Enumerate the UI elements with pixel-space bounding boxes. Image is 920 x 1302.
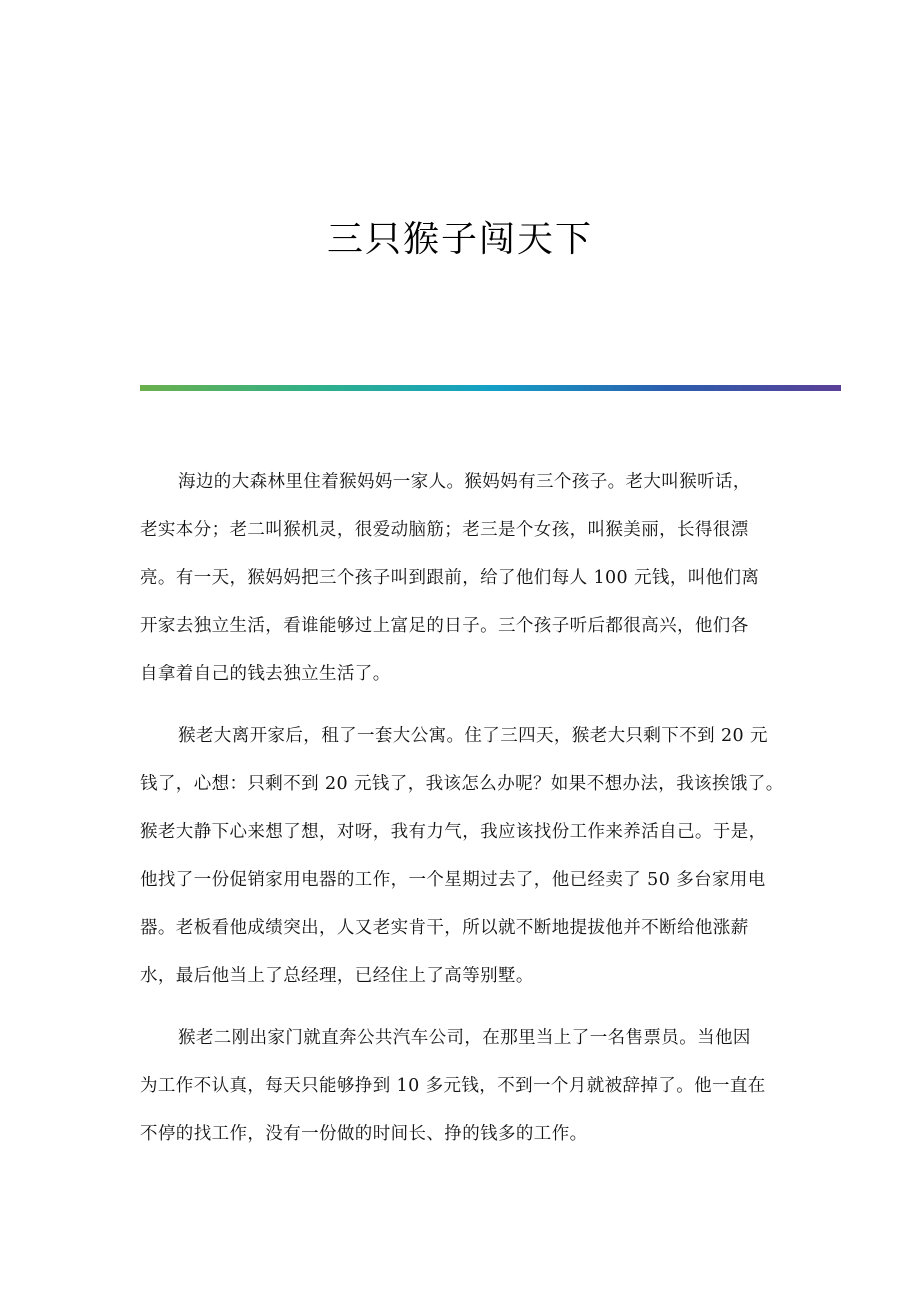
paragraph-line: 开家去独立生活，看谁能够过上富足的日子。三个孩子听后都很高兴，他们各 xyxy=(140,616,749,636)
paragraph-line: 钱了，心想：只剩不到 20 元钱了，我该怎么办呢？如果不想办法，我该挨饿了。 xyxy=(140,774,784,794)
paragraph-line: 自拿着自己的钱去独立生活了。 xyxy=(140,664,391,684)
gradient-divider xyxy=(140,385,841,391)
paragraph-line: 不停的找工作，没有一份做的时间长、挣的钱多的工作。 xyxy=(140,1124,588,1144)
paragraph-line: 猴老大静下心来想了想，对呀，我有力气，我应该找份工作来养活自己。于是， xyxy=(140,822,767,842)
paragraph-3 xyxy=(140,1014,800,1158)
paragraph-line: 老实本分；老二叫猴机灵，很爱动脑筋；老三是个女孩，叫猴美丽，长得很漂 xyxy=(140,520,749,540)
document-title: 三只猴子闯天下 xyxy=(326,219,593,260)
paragraph-line: 亮。有一天，猴妈妈把三个孩子叫到跟前，给了他们每人 100 元钱，叫他们离 xyxy=(140,568,760,588)
document-body xyxy=(140,458,800,1172)
paragraph-2 xyxy=(140,712,800,1000)
paragraph-line: 他找了一份促销家用电器的工作，一个星期过去了，他已经卖了 50 多台家用电 xyxy=(140,870,766,890)
paragraph-line: 为工作不认真，每天只能够挣到 10 多元钱，不到一个月就被辞掉了。他一直在 xyxy=(140,1076,766,1096)
paragraph-1 xyxy=(140,458,800,698)
paragraph-line: 海边的大森林里住着猴妈妈一家人。猴妈妈有三个孩子。老大叫猴听话， xyxy=(178,472,751,492)
paragraph-line: 水，最后他当上了总经理，已经住上了高等别墅。 xyxy=(140,966,534,986)
paragraph-line: 猴老二刚出家门就直奔公共汽车公司，在那里当上了一名售票员。当他因 xyxy=(178,1028,751,1048)
paragraph-line: 猴老大离开家后，租了一套大公寓。住了三四天，猴老大只剩下不到 20 元 xyxy=(178,726,768,746)
paragraph-line: 器。老板看他成绩突出，人又老实肯干，所以就不断地提拔他并不断给他涨薪 xyxy=(140,918,749,938)
